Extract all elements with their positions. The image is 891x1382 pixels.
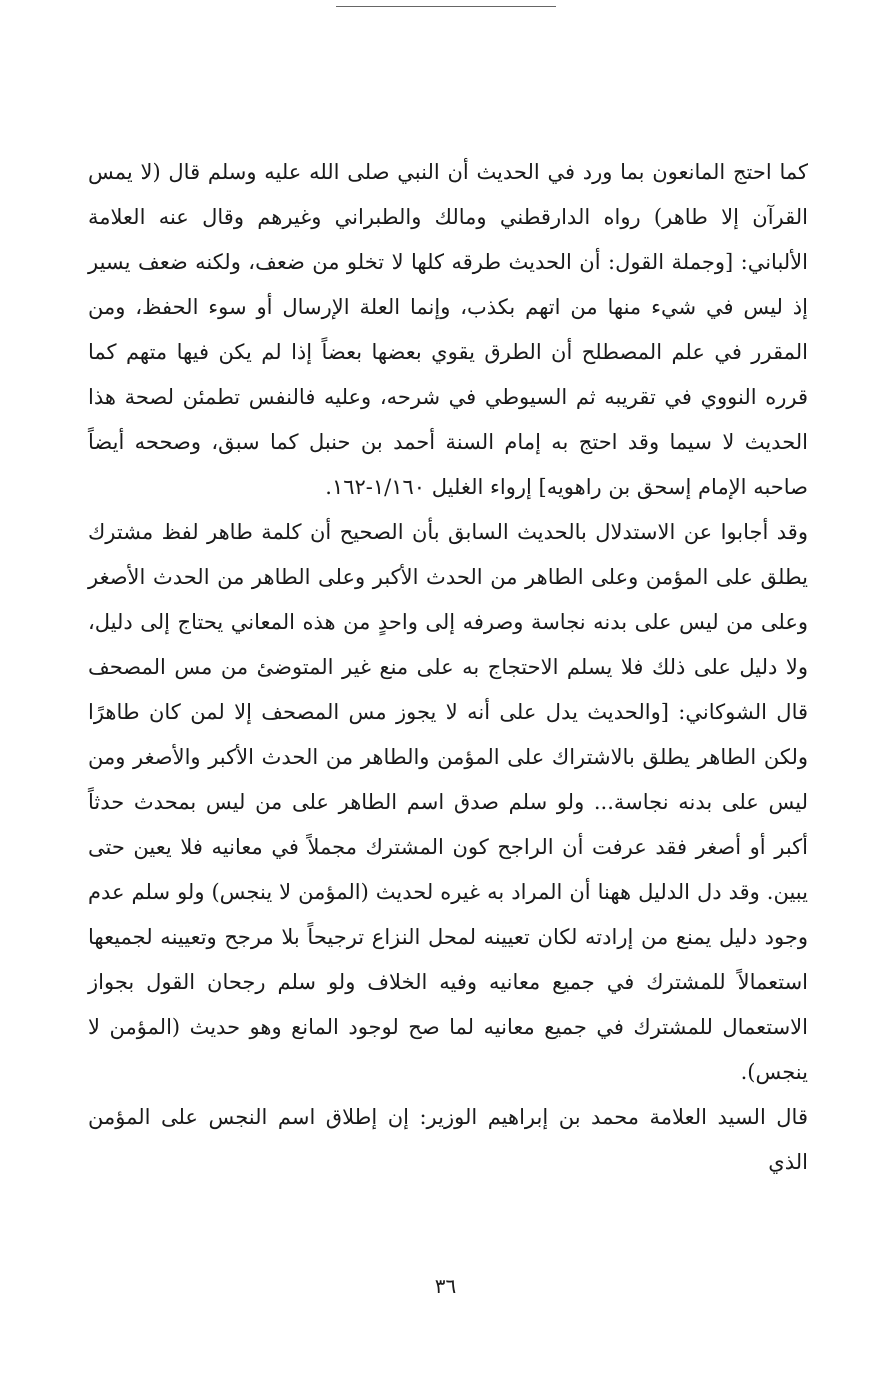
page-body bbox=[88, 150, 808, 1185]
header-rule bbox=[336, 6, 556, 7]
paragraph-wazir-quote: قال السيد العلامة محمد بن إبراهيم الوزير: إن إطلاق اسم النجس على المؤمن الذي bbox=[88, 1105, 808, 1174]
page-number: ٣٦ bbox=[434, 1274, 457, 1298]
paragraph-tahir-meaning: وقد أجابوا عن الاستدلال بالحديث السابق بأن الصحيح أن كلمة طاهر لفظ مشترك يطلق على المؤمن وعلى الطاهر من الحدث الأكبر وعلى الطاهر من الحدث الأصغر وعلى من ليس على بدنه نجاسة وصرفه إلى واحدٍ من هذه المعاني يحتاج إلى دليل، ولا دليل على ذلك فلا يسلم الاحتجاج به على منع غير المتوضئ من مس المصحف قال الشوكاني: [والحديث يدل على أنه لا يجوز مس المصحف إلا لمن كان طاهرًا ولكن الطاهر يطلق بالاشتراك على المؤمن والطاهر من الحدث الأكبر والأصغر ومن ليس على بدنه نجاسة... ولو سلم صدق اسم الطاهر على من ليس بمحدث حدثاً أكبر أو أصغر فقد عرفت أن الراجح كون المشترك مجملاً في معانيه فلا يعين حتى يبين. وقد دل الدليل ههنا أن المراد به غيره لحديث (المؤمن لا ينجس) ولو سلم عدم وجود دليل يمنع من إرادته لكان تعيينه لمحل النزاع ترجيحاً بلا مرجح وتعيينه لجميعها استعمالاً للمشترك في جميع معانيه وفيه الخلاف ولو سلم رجحان القول بجواز الاستعمال للمشترك في جميع معانيه لما صح لوجود المانع وهو حديث (المؤمن لا ينجس). bbox=[88, 520, 809, 1084]
paragraph-quran-touch-hadith: كما احتج المانعون بما ورد في الحديث أن النبي صلى الله عليه وسلم قال (لا يمس القرآن إلا طاهر) رواه الدارقطني ومالك والطبراني وغيرهم وقال عنه العلامة الألباني: [وجملة القول: أن الحديث طرقه كلها لا تخلو من ضعف، ولكنه ضعف يسير إذ ليس في شيء منها من اتهم بكذب، وإنما العلة الإرسال أو سوء الحفظ، ومن المقرر في علم المصطلح أن الطرق يقوي بعضها بعضاً إذا لم يكن فيها متهم كما قرره النووي في تقريبه ثم السيوطي في شرحه، وعليه فالنفس تطمئن لصحة هذا الحديث لا سيما وقد احتج به إمام السنة أحمد بن حنبل كما سبق، وصححه أيضاً صاحبه الإمام إسحق بن راهويه] إرواء الغليل ١/١٦٠-١٦٢. bbox=[88, 160, 808, 499]
